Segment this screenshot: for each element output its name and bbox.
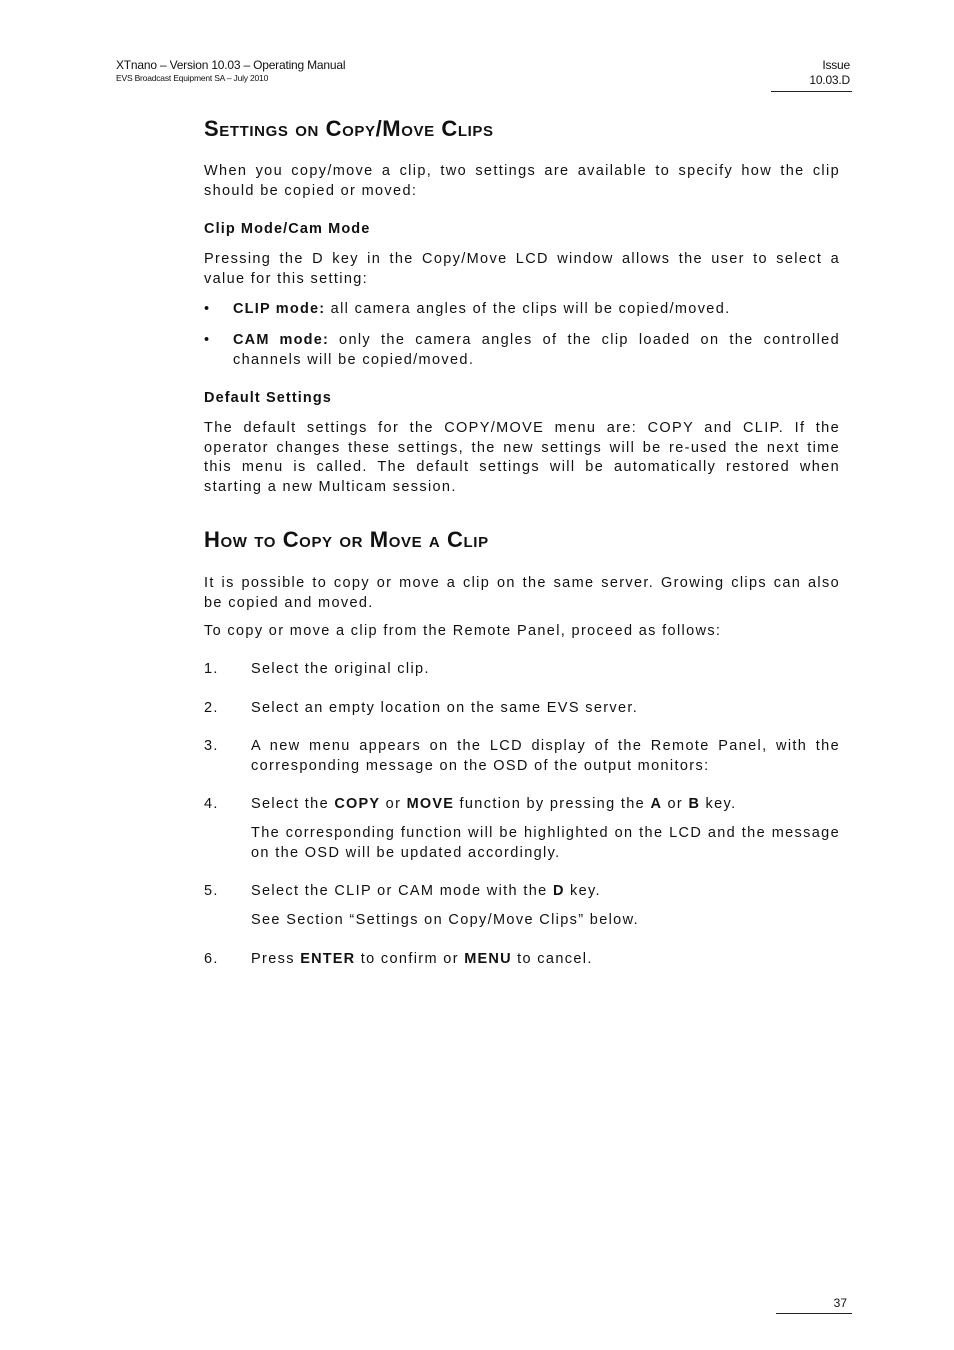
page-number: 37 bbox=[833, 1296, 847, 1310]
step-number: 2. bbox=[204, 700, 219, 716]
footer-rule bbox=[776, 1313, 852, 1314]
key-menu: MENU bbox=[464, 951, 512, 967]
bullet-desc: all camera angles of the clips will be copied/moved. bbox=[325, 301, 731, 317]
subheading-default-settings: Default Settings bbox=[204, 390, 332, 406]
step-text: Select the original clip. bbox=[251, 661, 430, 677]
header-rule bbox=[771, 91, 852, 92]
key-enter: ENTER bbox=[300, 951, 356, 967]
section1-intro: When you copy/move a clip, two settings are available to specify how the clip should be copied or moved: bbox=[204, 163, 840, 199]
section2-intro1: It is possible to copy or move a clip on the same server. Growing clips can also be copied and moved. bbox=[204, 575, 840, 611]
step-number: 1. bbox=[204, 661, 219, 677]
step-note-text: The corresponding function will be highlighted on the LCD and the message on the OSD will be updated accordingly. bbox=[251, 825, 840, 861]
key-d: D bbox=[552, 883, 565, 899]
page-header bbox=[116, 58, 345, 84]
document-title: XTnano – Version 10.03 – Operating Manual bbox=[116, 58, 346, 72]
key-b: B bbox=[688, 796, 701, 812]
bullet-icon: • bbox=[204, 301, 211, 317]
section-title-settings: Settings on Copy/Move Clips bbox=[204, 116, 494, 141]
step-note-text: See Section “Settings on Copy/Move Clips” below. bbox=[251, 912, 639, 928]
step-number: 4. bbox=[204, 796, 219, 812]
step-text: Select the COPY or MOVE function by pressing the A or B key. bbox=[251, 796, 737, 812]
section-title-how-to: How to Copy or Move a Clip bbox=[204, 527, 489, 552]
section2-intro2: To copy or move a clip from the Remote Panel, proceed as follows: bbox=[204, 623, 722, 639]
issue-block bbox=[809, 58, 850, 88]
bullet-icon: • bbox=[204, 332, 211, 348]
issue-number: 10.03.D bbox=[809, 73, 850, 87]
step-text: Select an empty location on the same EVS server. bbox=[251, 700, 639, 716]
step-text: Select the CLIP or CAM mode with the D key. bbox=[251, 883, 601, 899]
step-number: 5. bbox=[204, 883, 219, 899]
subheading-clip-mode: Clip Mode/Cam Mode bbox=[204, 221, 371, 237]
issue-label: Issue bbox=[822, 58, 850, 72]
clip-mode-text: Pressing the D key in the Copy/Move LCD window allows the user to select a value for this setting: bbox=[204, 251, 840, 287]
step-text: Press ENTER to confirm or MENU to cancel. bbox=[251, 951, 593, 967]
key-move: MOVE bbox=[406, 796, 455, 812]
default-settings-text: The default settings for the COPY/MOVE menu are: COPY and CLIP. If the operator changes these settings, the new settings will be re-used the next time this menu is called. The default settings will be automatically restored when starting a new Multicam session. bbox=[204, 420, 840, 495]
bullet-desc: only the camera angles of the clip loaded on the controlled channels will be copied/moved. bbox=[233, 332, 840, 368]
step-number: 6. bbox=[204, 951, 219, 967]
key-a: A bbox=[650, 796, 663, 812]
bullet-term: CLIP mode: bbox=[233, 301, 326, 317]
bullet-term: CAM mode: bbox=[233, 332, 329, 348]
step-number: 3. bbox=[204, 738, 219, 754]
company-line: EVS Broadcast Equipment SA – July 2010 bbox=[116, 73, 269, 83]
step-text: A new menu appears on the LCD display of the Remote Panel, with the corresponding message on the OSD of the output monitors: bbox=[251, 738, 840, 774]
key-copy: COPY bbox=[334, 796, 381, 812]
